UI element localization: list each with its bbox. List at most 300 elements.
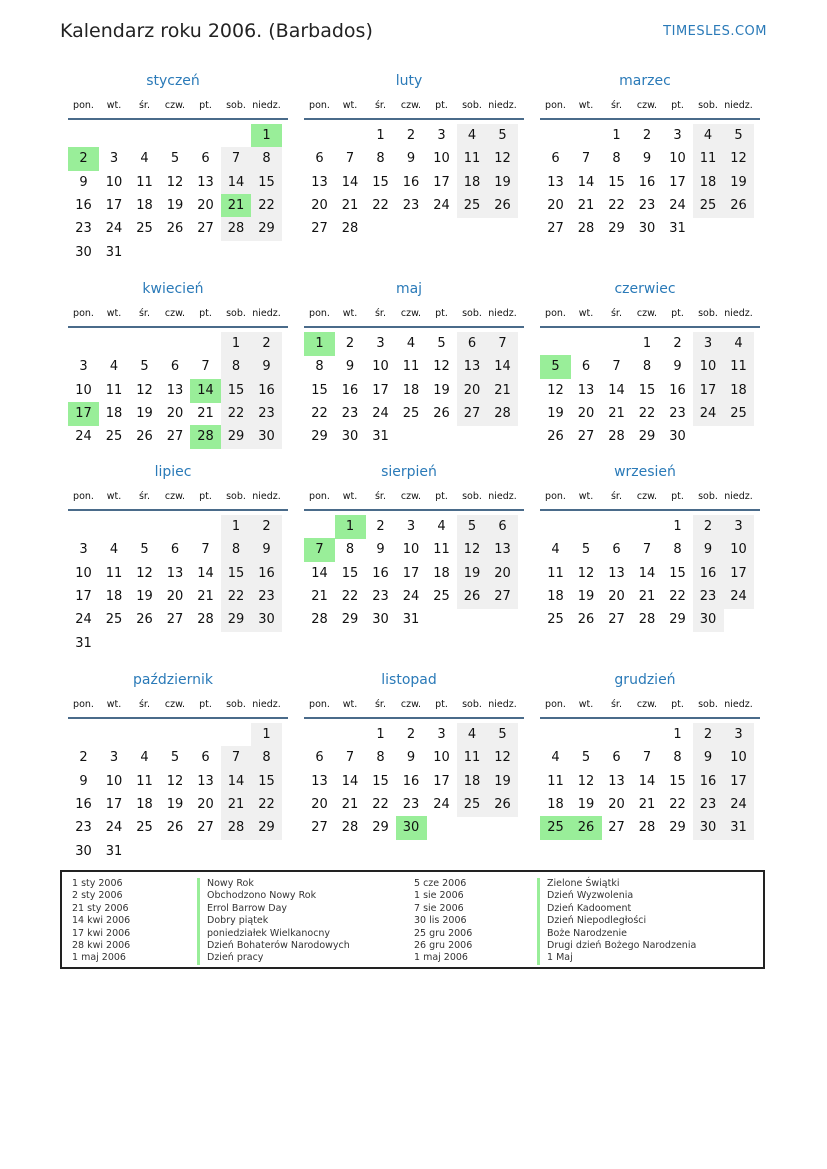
day-cell: 22 bbox=[372, 796, 389, 812]
legend-holiday-name: Boże Narodzenie bbox=[537, 928, 696, 940]
day-cell: 27 bbox=[608, 612, 625, 628]
day-cell: 15 bbox=[341, 565, 359, 581]
day-cell: 30 bbox=[341, 429, 359, 445]
holiday-day-cell: 7 bbox=[304, 538, 335, 562]
day-cell: 15 bbox=[221, 379, 252, 403]
weekday-label: sob. bbox=[698, 491, 718, 502]
month-8 bbox=[298, 464, 520, 654]
day-cell: 7 bbox=[221, 147, 252, 171]
day-cell: 12 bbox=[136, 565, 153, 581]
day-cell: 14 bbox=[608, 382, 625, 398]
day-cell: 24 bbox=[433, 796, 450, 812]
legend-date: 26 gru 2006 bbox=[414, 939, 473, 951]
day-cell: 13 bbox=[166, 382, 184, 398]
day-cell: 22 bbox=[221, 585, 252, 609]
month-10 bbox=[62, 672, 284, 862]
day-cell: 29 bbox=[221, 425, 252, 449]
day-cell: 4 bbox=[457, 124, 488, 148]
day-cell: 25 bbox=[723, 402, 754, 426]
day-cell: 23 bbox=[669, 405, 686, 421]
month-name: styczeń bbox=[146, 73, 200, 89]
day-cell: 3 bbox=[406, 519, 416, 534]
month-divider bbox=[304, 509, 524, 511]
day-cell: 17 bbox=[433, 773, 450, 789]
day-cell: 20 bbox=[197, 197, 214, 213]
day-cell: 31 bbox=[669, 221, 686, 237]
day-cell: 22 bbox=[221, 402, 252, 426]
day-cell: 24 bbox=[693, 402, 724, 426]
legend-date: 1 sty 2006 bbox=[72, 878, 123, 889]
day-cell: 8 bbox=[376, 151, 385, 167]
day-cell: 30 bbox=[693, 608, 724, 632]
day-cell: 24 bbox=[402, 588, 420, 604]
day-cell: 7 bbox=[221, 746, 252, 770]
day-cell: 19 bbox=[457, 562, 488, 586]
day-cell: 23 bbox=[693, 793, 724, 817]
weekday-label: niedz. bbox=[488, 308, 517, 319]
day-cell: 7 bbox=[612, 359, 621, 375]
day-cell: 22 bbox=[608, 197, 625, 213]
day-cell: 15 bbox=[608, 174, 625, 190]
day-cell: 23 bbox=[251, 402, 282, 426]
day-cell: 17 bbox=[372, 382, 389, 398]
day-cell: 8 bbox=[251, 746, 282, 770]
weekday-label: wt. bbox=[106, 308, 122, 319]
day-cell: 25 bbox=[136, 221, 153, 237]
weekday-label: czw. bbox=[164, 100, 186, 111]
month-divider bbox=[304, 717, 524, 719]
weekday-label: czw. bbox=[164, 699, 186, 710]
day-cell: 22 bbox=[311, 405, 328, 421]
day-cell: 18 bbox=[136, 796, 153, 812]
day-cell: 12 bbox=[487, 147, 518, 171]
day-cell: 17 bbox=[669, 174, 686, 190]
day-cell: 26 bbox=[166, 820, 184, 836]
day-cell: 18 bbox=[457, 171, 488, 195]
weekday-label: sob. bbox=[462, 100, 482, 111]
day-cell: 30 bbox=[693, 816, 724, 840]
day-cell: 9 bbox=[693, 746, 724, 770]
day-cell: 18 bbox=[402, 382, 420, 398]
weekday-label: sob. bbox=[698, 308, 718, 319]
day-cell: 21 bbox=[311, 588, 328, 604]
day-cell: 15 bbox=[669, 565, 686, 581]
day-cell: 5 bbox=[170, 151, 180, 167]
month-11 bbox=[298, 672, 520, 862]
day-cell: 25 bbox=[105, 612, 123, 628]
day-cell: 8 bbox=[612, 151, 621, 167]
day-cell: 24 bbox=[105, 820, 123, 836]
day-cell: 26 bbox=[547, 429, 564, 445]
day-cell: 3 bbox=[376, 336, 385, 351]
day-cell: 14 bbox=[487, 355, 518, 379]
day-cell: 30 bbox=[251, 608, 282, 632]
day-cell: 5 bbox=[437, 336, 446, 351]
day-cell: 18 bbox=[457, 770, 488, 794]
month-name: luty bbox=[395, 73, 423, 89]
legend-names-col1 bbox=[197, 878, 350, 965]
weekday-label: śr. bbox=[138, 308, 150, 319]
day-cell: 19 bbox=[136, 405, 153, 421]
day-cell: 7 bbox=[642, 542, 652, 558]
day-cell: 27 bbox=[166, 429, 184, 445]
day-cell: 26 bbox=[487, 793, 518, 817]
day-cell: 29 bbox=[311, 429, 328, 445]
day-cell: 3 bbox=[109, 750, 119, 766]
weekday-label: pon. bbox=[545, 491, 566, 502]
month-7 bbox=[62, 464, 284, 654]
day-cell: 27 bbox=[166, 612, 184, 628]
legend-date: 14 kwi 2006 bbox=[72, 915, 131, 927]
day-cell: 7 bbox=[345, 750, 355, 766]
month-name: sierpień bbox=[381, 464, 437, 480]
day-cell: 8 bbox=[251, 147, 282, 171]
day-cell: 7 bbox=[201, 542, 210, 558]
day-cell: 2 bbox=[345, 336, 355, 351]
day-cell: 28 bbox=[638, 820, 656, 836]
day-cell: 31 bbox=[105, 244, 123, 260]
holiday-day-cell: 1 bbox=[304, 332, 335, 356]
day-cell: 31 bbox=[372, 429, 389, 445]
day-cell: 15 bbox=[638, 382, 656, 398]
day-cell: 23 bbox=[75, 820, 92, 836]
day-cell: 20 bbox=[457, 379, 488, 403]
weekday-label: niedz. bbox=[252, 491, 281, 502]
day-cell: 22 bbox=[669, 588, 686, 604]
month-name: marzec bbox=[619, 73, 671, 89]
day-cell: 6 bbox=[487, 515, 518, 539]
weekday-label: niedz. bbox=[252, 308, 281, 319]
legend-holiday-name: 1 Maj bbox=[537, 952, 696, 964]
day-cell: 6 bbox=[457, 332, 488, 356]
day-cell: 1 bbox=[251, 723, 282, 747]
weekday-label: śr. bbox=[374, 491, 386, 502]
day-cell: 20 bbox=[197, 796, 214, 812]
weekday-label: pt. bbox=[435, 699, 448, 710]
day-cell: 2 bbox=[673, 336, 682, 351]
holiday-day-cell: 2 bbox=[68, 147, 99, 171]
day-cell: 3 bbox=[79, 542, 88, 558]
day-cell: 26 bbox=[136, 429, 153, 445]
day-cell: 24 bbox=[372, 405, 389, 421]
day-cell: 8 bbox=[221, 538, 252, 562]
day-cell: 21 bbox=[487, 379, 518, 403]
day-cell: 27 bbox=[311, 221, 328, 237]
weekday-label: czw. bbox=[636, 100, 658, 111]
day-cell: 4 bbox=[109, 359, 119, 375]
month-name: listopad bbox=[381, 672, 437, 688]
month-1 bbox=[62, 73, 284, 263]
day-cell: 15 bbox=[372, 174, 389, 190]
weekday-label: czw. bbox=[636, 308, 658, 319]
day-cell: 25 bbox=[136, 820, 153, 836]
day-cell: 23 bbox=[402, 197, 420, 213]
day-cell: 9 bbox=[642, 151, 652, 167]
day-cell: 12 bbox=[723, 147, 754, 171]
day-cell: 15 bbox=[251, 171, 282, 195]
weekday-label: pon. bbox=[309, 491, 330, 502]
weekday-label: niedz. bbox=[724, 100, 753, 111]
day-cell: 19 bbox=[166, 197, 184, 213]
day-cell: 5 bbox=[723, 124, 754, 148]
weekday-label: pon. bbox=[73, 699, 94, 710]
brand-link[interactable]: TIMESLES.COM bbox=[663, 24, 767, 39]
day-cell: 3 bbox=[723, 723, 754, 747]
day-cell: 24 bbox=[75, 429, 92, 445]
day-cell: 31 bbox=[402, 612, 420, 628]
weekday-label: wt. bbox=[342, 491, 358, 502]
weekday-label: czw. bbox=[400, 699, 422, 710]
day-cell: 19 bbox=[433, 382, 450, 398]
day-cell: 28 bbox=[638, 612, 656, 628]
day-cell: 3 bbox=[437, 128, 446, 143]
day-cell: 10 bbox=[105, 773, 123, 789]
weekday-label: sob. bbox=[698, 100, 718, 111]
day-cell: 29 bbox=[251, 217, 282, 241]
weekday-label: wt. bbox=[578, 491, 594, 502]
weekday-label: niedz. bbox=[724, 699, 753, 710]
day-cell: 13 bbox=[166, 565, 184, 581]
day-cell: 17 bbox=[723, 770, 754, 794]
day-cell: 29 bbox=[608, 221, 625, 237]
weekday-label: czw. bbox=[400, 308, 422, 319]
day-cell: 23 bbox=[402, 796, 420, 812]
month-divider bbox=[68, 717, 288, 719]
day-cell: 4 bbox=[140, 750, 149, 766]
day-cell: 13 bbox=[608, 773, 625, 789]
day-cell: 6 bbox=[612, 750, 621, 766]
day-cell: 14 bbox=[341, 773, 359, 789]
weekday-label: śr. bbox=[138, 491, 150, 502]
weekday-label: pon. bbox=[73, 308, 94, 319]
day-cell: 25 bbox=[433, 588, 450, 604]
day-cell: 24 bbox=[723, 793, 754, 817]
day-cell: 11 bbox=[693, 147, 724, 171]
day-cell: 9 bbox=[345, 359, 355, 375]
day-cell: 2 bbox=[79, 750, 88, 766]
day-cell: 30 bbox=[638, 221, 656, 237]
day-cell: 28 bbox=[341, 221, 359, 237]
weekday-label: śr. bbox=[374, 308, 386, 319]
weekday-label: pt. bbox=[671, 491, 684, 502]
day-cell: 25 bbox=[457, 194, 488, 218]
weekday-label: pt. bbox=[671, 100, 684, 111]
day-cell: 13 bbox=[608, 565, 625, 581]
day-cell: 21 bbox=[608, 405, 625, 421]
day-cell: 13 bbox=[487, 538, 518, 562]
weekday-label: sob. bbox=[462, 491, 482, 502]
weekday-label: sob. bbox=[226, 100, 246, 111]
day-cell: 29 bbox=[251, 816, 282, 840]
day-cell: 30 bbox=[251, 425, 282, 449]
day-cell: 3 bbox=[79, 359, 88, 375]
day-cell: 29 bbox=[669, 820, 686, 836]
day-cell: 3 bbox=[437, 727, 446, 742]
holiday-legend bbox=[60, 870, 765, 969]
day-cell: 6 bbox=[581, 359, 591, 375]
day-cell: 30 bbox=[669, 429, 686, 445]
day-cell: 11 bbox=[433, 542, 450, 558]
day-cell: 27 bbox=[487, 585, 518, 609]
month-2 bbox=[298, 73, 520, 263]
day-cell: 8 bbox=[642, 359, 652, 375]
day-cell: 7 bbox=[642, 750, 652, 766]
day-cell: 28 bbox=[197, 612, 214, 628]
weekday-label: pon. bbox=[73, 100, 94, 111]
month-12 bbox=[534, 672, 756, 862]
legend-holiday-name: Dzień Wyzwolenia bbox=[537, 890, 696, 902]
legend-date: 1 maj 2006 bbox=[72, 952, 126, 964]
legend-holiday-name: poniedziałek Wielkanocny bbox=[197, 928, 350, 940]
legend-holiday-name: Dobry piątek bbox=[197, 915, 350, 927]
holiday-day-cell: 1 bbox=[335, 515, 366, 539]
weekday-label: pon. bbox=[545, 699, 566, 710]
weekday-label: pt. bbox=[435, 308, 448, 319]
day-cell: 27 bbox=[577, 429, 595, 445]
month-divider bbox=[540, 326, 760, 328]
day-cell: 4 bbox=[109, 542, 119, 558]
weekday-label: śr. bbox=[610, 699, 622, 710]
day-cell: 14 bbox=[341, 174, 359, 190]
day-cell: 10 bbox=[693, 355, 724, 379]
day-cell: 8 bbox=[345, 542, 355, 558]
day-cell: 8 bbox=[221, 355, 252, 379]
day-cell: 15 bbox=[669, 773, 686, 789]
weekday-label: pon. bbox=[545, 308, 566, 319]
day-cell: 2 bbox=[693, 515, 724, 539]
day-cell: 11 bbox=[136, 773, 153, 789]
day-cell: 29 bbox=[638, 429, 656, 445]
legend-date: 1 maj 2006 bbox=[414, 952, 468, 964]
weekday-label: czw. bbox=[636, 491, 658, 502]
day-cell: 2 bbox=[642, 128, 652, 143]
day-cell: 8 bbox=[673, 542, 682, 558]
legend-holiday-name: Dzień pracy bbox=[197, 952, 350, 964]
day-cell: 5 bbox=[140, 542, 149, 558]
day-cell: 26 bbox=[457, 585, 488, 609]
day-cell: 26 bbox=[723, 194, 754, 218]
weekday-label: czw. bbox=[164, 491, 186, 502]
day-cell: 12 bbox=[433, 359, 450, 375]
day-cell: 20 bbox=[487, 562, 518, 586]
day-cell: 8 bbox=[315, 359, 324, 375]
day-cell: 14 bbox=[197, 565, 214, 581]
day-cell: 16 bbox=[75, 197, 92, 213]
weekday-label: śr. bbox=[610, 491, 622, 502]
day-cell: 17 bbox=[105, 796, 123, 812]
day-cell: 2 bbox=[406, 128, 416, 143]
weekday-label: wt. bbox=[578, 308, 594, 319]
day-cell: 13 bbox=[547, 174, 564, 190]
day-cell: 15 bbox=[251, 770, 282, 794]
legend-holiday-name: Errol Barrow Day bbox=[197, 903, 350, 915]
day-cell: 24 bbox=[433, 197, 450, 213]
day-cell: 19 bbox=[577, 588, 595, 604]
day-cell: 5 bbox=[457, 515, 488, 539]
day-cell: 13 bbox=[311, 773, 328, 789]
day-cell: 1 bbox=[612, 128, 621, 143]
day-cell: 13 bbox=[197, 174, 214, 190]
page-title: Kalendarz roku 2006. (Barbados) bbox=[60, 20, 373, 42]
day-cell: 12 bbox=[577, 565, 595, 581]
holiday-day-cell: 1 bbox=[251, 124, 282, 148]
day-cell: 22 bbox=[251, 194, 282, 218]
weekday-label: śr. bbox=[610, 100, 622, 111]
weekday-label: sob. bbox=[698, 699, 718, 710]
day-cell: 11 bbox=[105, 382, 123, 398]
weekday-label: pt. bbox=[199, 699, 212, 710]
day-cell: 13 bbox=[457, 355, 488, 379]
day-cell: 29 bbox=[669, 612, 686, 628]
day-cell: 16 bbox=[638, 174, 656, 190]
day-cell: 9 bbox=[251, 538, 282, 562]
day-cell: 20 bbox=[608, 796, 625, 812]
day-cell: 26 bbox=[487, 194, 518, 218]
weekday-label: pt. bbox=[671, 699, 684, 710]
day-cell: 21 bbox=[221, 793, 252, 817]
month-9 bbox=[534, 464, 756, 654]
legend-date: 28 kwi 2006 bbox=[72, 939, 131, 951]
weekday-label: wt. bbox=[106, 491, 122, 502]
day-cell: 19 bbox=[547, 405, 564, 421]
day-cell: 20 bbox=[166, 588, 184, 604]
day-cell: 14 bbox=[577, 174, 595, 190]
day-cell: 14 bbox=[221, 171, 252, 195]
day-cell: 16 bbox=[341, 382, 359, 398]
day-cell: 16 bbox=[693, 562, 724, 586]
day-cell: 16 bbox=[669, 382, 686, 398]
weekday-label: wt. bbox=[578, 100, 594, 111]
day-cell: 18 bbox=[547, 588, 564, 604]
month-divider bbox=[68, 509, 288, 511]
weekday-label: niedz. bbox=[252, 699, 281, 710]
day-cell: 10 bbox=[75, 565, 92, 581]
weekday-label: śr. bbox=[138, 100, 150, 111]
legend-date: 1 sie 2006 bbox=[414, 890, 464, 902]
day-cell: 18 bbox=[547, 796, 564, 812]
weekday-label: sob. bbox=[226, 491, 246, 502]
day-cell: 4 bbox=[723, 332, 754, 356]
month-name: wrzesień bbox=[614, 464, 676, 480]
month-name: kwiecień bbox=[142, 281, 204, 297]
legend-date: 7 sie 2006 bbox=[414, 902, 464, 914]
day-cell: 12 bbox=[166, 174, 184, 190]
day-cell: 29 bbox=[221, 608, 252, 632]
day-cell: 27 bbox=[197, 221, 214, 237]
legend-holiday-name: Nowy Rok bbox=[197, 878, 350, 890]
weekday-label: pon. bbox=[309, 308, 330, 319]
day-cell: 14 bbox=[221, 770, 252, 794]
day-cell: 11 bbox=[457, 147, 488, 171]
day-cell: 16 bbox=[251, 562, 282, 586]
holiday-day-cell: 14 bbox=[190, 379, 221, 403]
day-cell: 21 bbox=[638, 588, 656, 604]
day-cell: 8 bbox=[376, 750, 385, 766]
day-cell: 4 bbox=[457, 723, 488, 747]
day-cell: 11 bbox=[547, 773, 564, 789]
day-cell: 1 bbox=[673, 519, 682, 534]
day-cell: 19 bbox=[577, 796, 595, 812]
day-cell: 9 bbox=[79, 174, 88, 190]
day-cell: 24 bbox=[723, 585, 754, 609]
day-cell: 9 bbox=[673, 359, 682, 375]
weekday-label: niedz. bbox=[488, 100, 517, 111]
weekday-label: wt. bbox=[106, 699, 122, 710]
day-cell: 12 bbox=[577, 773, 595, 789]
day-cell: 4 bbox=[406, 336, 416, 351]
day-cell: 24 bbox=[669, 197, 686, 213]
day-cell: 9 bbox=[406, 151, 416, 167]
